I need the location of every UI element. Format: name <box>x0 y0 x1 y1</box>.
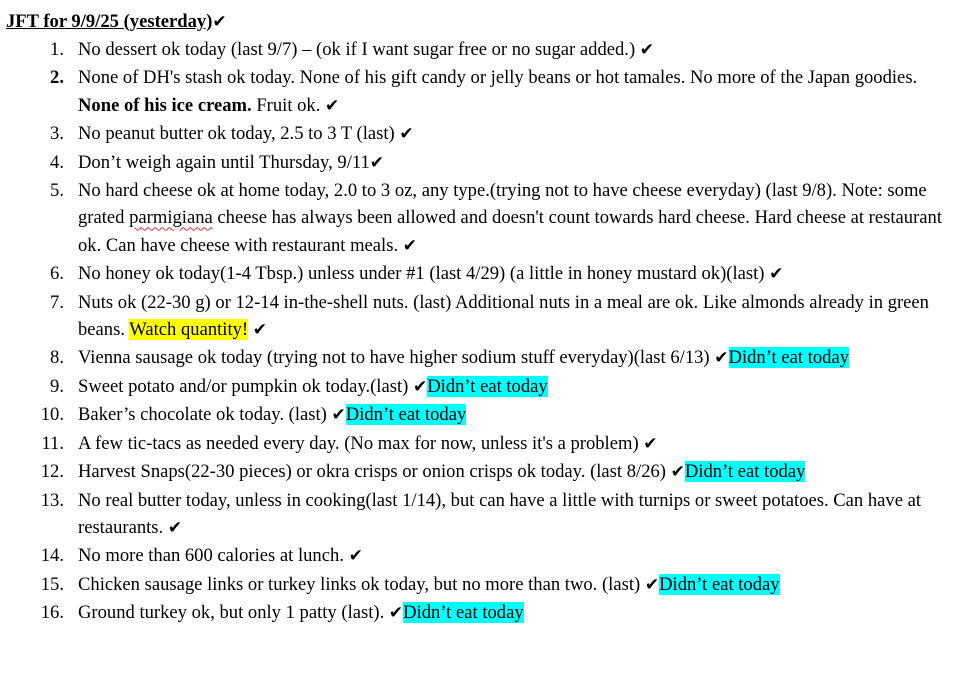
title-text: JFT for 9/9/25 (yesterday) <box>6 11 213 32</box>
list-item-2 <box>0 64 962 120</box>
item-number: 8. <box>50 347 64 369</box>
list-item-1 <box>0 36 962 64</box>
item-text: No peanut butter ok today, 2.5 to 3 T (last) <box>78 123 400 145</box>
item-text: Ground turkey ok, but only 1 patty (last). <box>78 602 389 624</box>
didnt-eat-note: Didn’t eat today <box>728 347 850 369</box>
item-text: Don’t weigh again until Thursday, 9/11 <box>78 151 370 173</box>
document-title <box>6 9 227 35</box>
item-number: 5. <box>50 180 64 202</box>
item-number: 14. <box>40 545 64 567</box>
item-number: 4. <box>50 151 64 173</box>
list-item-3 <box>0 120 962 148</box>
list-item-13 <box>0 487 962 543</box>
item-text: Nuts ok (22-30 g) or 12-14 in-the-shell nuts. (last) Additional nuts in a meal are ok. Like almonds already in green beans. <box>78 291 929 341</box>
list-item-5 <box>0 177 962 260</box>
didnt-eat-note: Didn’t eat today <box>659 573 780 595</box>
check-mark-icon: ✔ <box>325 95 340 116</box>
item-number: 12. <box>40 461 64 483</box>
item-text: Vienna sausage ok today (trying not to have higher sodium stuff everyday)(last 6/13) <box>78 347 715 369</box>
item-number: 2. <box>50 67 64 89</box>
rules-list <box>0 36 962 628</box>
check-mark-icon: ✔ <box>252 320 268 341</box>
spellcheck-flagged-word[interactable]: parmigiana <box>129 207 213 229</box>
item-text: No honey ok today(1-4 Tbsp.) unless under #1 (last 4/29) (a little in honey mustard ok)(last) <box>78 263 770 285</box>
item-text-after: Fruit ok. <box>251 94 326 116</box>
list-item-8 <box>0 344 962 372</box>
list-item-16 <box>0 599 962 627</box>
check-mark-icon: ✔ <box>369 152 385 173</box>
didnt-eat-note: Didn’t eat today <box>403 602 524 624</box>
list-item-4 <box>0 149 962 177</box>
check-mark-icon: ✔ <box>399 124 414 145</box>
list-item-7 <box>0 289 962 345</box>
list-item-12 <box>0 458 962 486</box>
check-mark-icon: ✔ <box>412 376 428 397</box>
item-number: 11. <box>41 432 64 454</box>
list-item-15 <box>0 571 962 599</box>
check-mark-icon: ✔ <box>331 405 346 426</box>
check-mark-icon: ✔ <box>402 235 418 256</box>
item-text: Baker’s chocolate ok today. (last) <box>78 404 332 426</box>
item-number: 3. <box>50 123 64 145</box>
list-item-9 <box>0 373 962 401</box>
highlighted-warning: Watch quantity! <box>129 319 249 341</box>
didnt-eat-note: Didn’t eat today <box>345 404 467 426</box>
item-bold-text: None of his ice cream. <box>78 94 252 116</box>
list-item-14 <box>0 542 962 570</box>
list-item-10 <box>0 401 962 429</box>
item-text: No dessert ok today (last 9/7) – (ok if I want sugar free or no sugar added.) <box>78 39 640 60</box>
item-number: 9. <box>50 375 64 397</box>
item-text: No more than 600 calories at lunch. <box>78 545 349 567</box>
item-text: A few tic-tacs as needed every day. (No max for now, unless it's a problem) <box>78 432 644 454</box>
item-number: 6. <box>50 263 64 285</box>
check-mark-icon: ✔ <box>769 264 784 285</box>
didnt-eat-note: Didn’t eat today <box>684 461 806 483</box>
check-mark-icon: ✔ <box>639 40 655 60</box>
didnt-eat-note: Didn’t eat today <box>427 375 548 397</box>
item-text: Sweet potato and/or pumpkin ok today.(last) <box>78 375 413 397</box>
check-mark-icon: ✔ <box>212 12 227 32</box>
check-mark-icon: ✔ <box>670 462 685 483</box>
check-mark-icon: ✔ <box>388 603 404 624</box>
item-text: No hard cheese ok at home today, 2.0 to 3 oz, any type.(trying not to have cheese everyday) (last 9/8). Note: some grated <box>78 180 927 229</box>
item-text: None of DH's stash ok today. None of his gift candy or jelly beans or hot tamales. No more of the Japan goodies. <box>78 67 918 89</box>
check-mark-icon: ✔ <box>714 348 729 369</box>
check-mark-icon: ✔ <box>644 574 660 595</box>
item-number: 7. <box>50 291 64 313</box>
check-mark-icon: ✔ <box>348 546 363 567</box>
check-mark-icon: ✔ <box>643 433 658 454</box>
list-item-11 <box>0 430 962 458</box>
item-number: 16. <box>40 602 64 624</box>
item-text: Harvest Snaps(22-30 pieces) or okra crisps or onion crisps ok today. (last 8/26) <box>78 461 671 483</box>
list-item-6 <box>0 260 962 288</box>
item-text-after: cheese has always been allowed and doesn't count towards hard cheese. Hard cheese at restaurant ok. Can have cheese with restaurant meals. <box>78 207 942 256</box>
item-text: Chicken sausage links or turkey links ok today, but no more than two. (last) <box>78 573 645 595</box>
item-number: 13. <box>40 489 64 511</box>
check-mark-icon: ✔ <box>167 517 183 538</box>
item-text: No real butter today, unless in cooking(last 1/14), but can have a little with turnips or sweet potatoes. Can have at restaurants. <box>78 489 922 538</box>
item-number: 1. <box>50 39 64 60</box>
item-number: 10. <box>40 404 64 426</box>
item-number: 15. <box>40 573 64 595</box>
